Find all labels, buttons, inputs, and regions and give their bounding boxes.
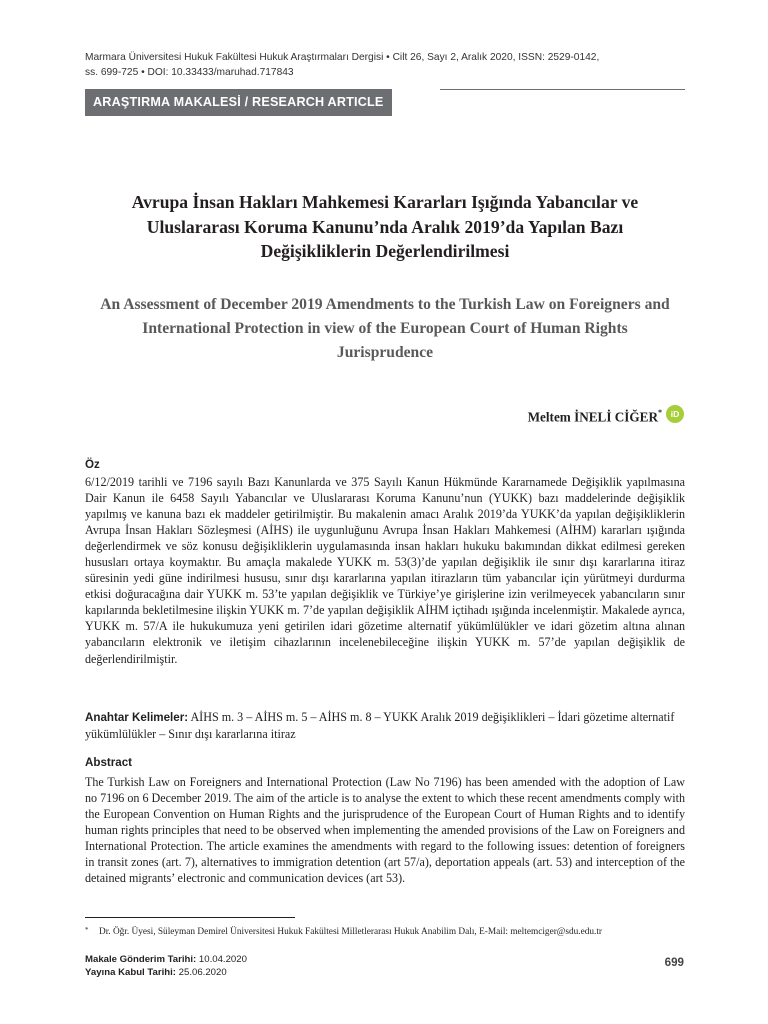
oz-heading: Öz: [85, 458, 100, 471]
author-footnote-marker: *: [658, 408, 662, 417]
footnote-rule: [85, 917, 295, 918]
keywords-label: Anahtar Kelimeler:: [85, 711, 189, 724]
accepted-date-label: Yayına Kabul Tarihi:: [85, 967, 176, 978]
submitted-date-row: [85, 953, 247, 966]
keywords: [85, 709, 685, 742]
article-type-badge: ARAŞTIRMA MAKALESİ / RESEARCH ARTICLE: [85, 89, 392, 116]
abstract-heading: Abstract: [85, 756, 133, 769]
footnote: [85, 926, 685, 939]
journal-citation: [85, 50, 685, 80]
title-turkish: Avrupa İnsan Hakları Mahkemesi Kararları Işığında Yabancılar ve Uluslararası Koruma Kanunu’nda Aralık 2019’da Yapılan Bazı Değişikliklerin Değerlendirilmesi: [131, 192, 639, 261]
title-english: An Assessment of December 2019 Amendments to the Turkish Law on Foreigners and International Protection in view of the European Court of Human Rights Jurisprudence: [100, 296, 670, 361]
orcid-icon[interactable]: iD: [666, 405, 684, 423]
header-rule: [440, 89, 685, 90]
journal-citation-line-2: ss. 699-725 • DOI: 10.33433/maruhad.717843: [85, 67, 294, 78]
footnote-text: Dr. Öğr. Üyesi, Süleyman Demirel Üniversitesi Hukuk Fakültesi Milletlerarası Hukuk Anabilim Dalı, E-Mail: meltemciger@sdu.edu.tr: [99, 927, 603, 937]
page-number: 699: [664, 956, 684, 969]
footnote-marker: *: [85, 926, 89, 934]
article-dates: [85, 953, 247, 979]
accepted-date-value: 25.06.2020: [178, 967, 227, 978]
keywords-text: AİHS m. 3 – AİHS m. 5 – AİHS m. 8 – YUKK Aralık 2019 değişiklikleri – İdari gözetime alternatif yükümlülükler – Sınır dışı kararlarına itiraz: [85, 710, 675, 742]
oz-text: 6/12/2019 tarihli ve 7196 sayılı Bazı Kanunlarda ve 375 Sayılı Kanun Hükmünde Kararnamede Değişiklik yapılmasına Dair Kanun ile 6458 Sayılı Yabancılar ve Uluslararası Koruma Kanunu’nun (YUKK) bazı maddelerinde değişiklik yapılmış ve kanuna bazı ek maddeler getirilmiştir. Bu makalenin amacı Aralık 2019’da YUKK’da yapılan değişikliklerin Avrupa İnsan Hakları Sözleşmesi (AİHS) ile uygunluğunu Avrupa İnsan Hakları Mahkemesi (AİHM) kararları ışığında değerlendirmek ve söz konusu değişikliklerin uygulamasında insan hakları hukuku bakımından dikkat edilmesi gereken hususları ortaya koymaktır. Bu amaçla makalede YUKK m. 53(3)’de yapılan değişiklik ile sınır dışı kararlarına itiraz süresinin yedi güne indirilmesi hususu, sınır dışı kararlarına yapılan itirazların tüm yabancılar için yürütmeyi durdurma etkisi doğuracağına dair YUKK m. 53’te yapılan değişiklik ve Türkiye’ye girişlerine izin verilmeyecek yabancıların sınır kapılarında bekletilmesine ilişkin YUKK m. 7’de yapılan değişiklik AİHM içtihadı ışığında incelenmiştir. Makalede ayrıca, YUKK m. 57/A ile hukukumuza yeni getirilen idari gözetime alternatif yükümlülükler ve idari gözetim altına alınan yabancıların elektronik ve iletişim cihazlarının incelenebileceğine ilişkin YUKK m. 57’de yapılan değişiklik de değerlendirilmiştir.: [85, 475, 685, 666]
abstract-text: The Turkish Law on Foreigners and International Protection (Law No 7196) has been amended with the adoption of Law no 7196 on 6 December 2019. The aim of the article is to analyse the extent to which these recent amendments comply with the European Convention on Human Rights and the jurisprudence of the European Court of Human Rights and to identify human rights principles that need to be observed when implementing the amended provisions of the Law on Foreigners and International Protection. The article examines the amendments with regard to the following issues: detention of foreigners in transit zones (art. 7), alternatives to immigration detention (art 57/a), deportation appeals (art. 53) and interception of the detained migrants’ electronic and communication devices (art 53).: [85, 775, 685, 886]
submitted-date-label: Makale Gönderim Tarihi:: [85, 954, 197, 965]
author-line: [300, 405, 662, 426]
submitted-date-value: 10.04.2020: [198, 954, 247, 965]
journal-citation-line-1: Marmara Üniversitesi Hukuk Fakültesi Hukuk Araştırmaları Dergisi • Cilt 26, Sayı 2, Aralık 2020, ISSN: 2529-0142,: [85, 52, 600, 63]
author-name: Meltem İNELİ CİĞER: [527, 409, 658, 425]
accepted-date-row: [85, 966, 247, 979]
